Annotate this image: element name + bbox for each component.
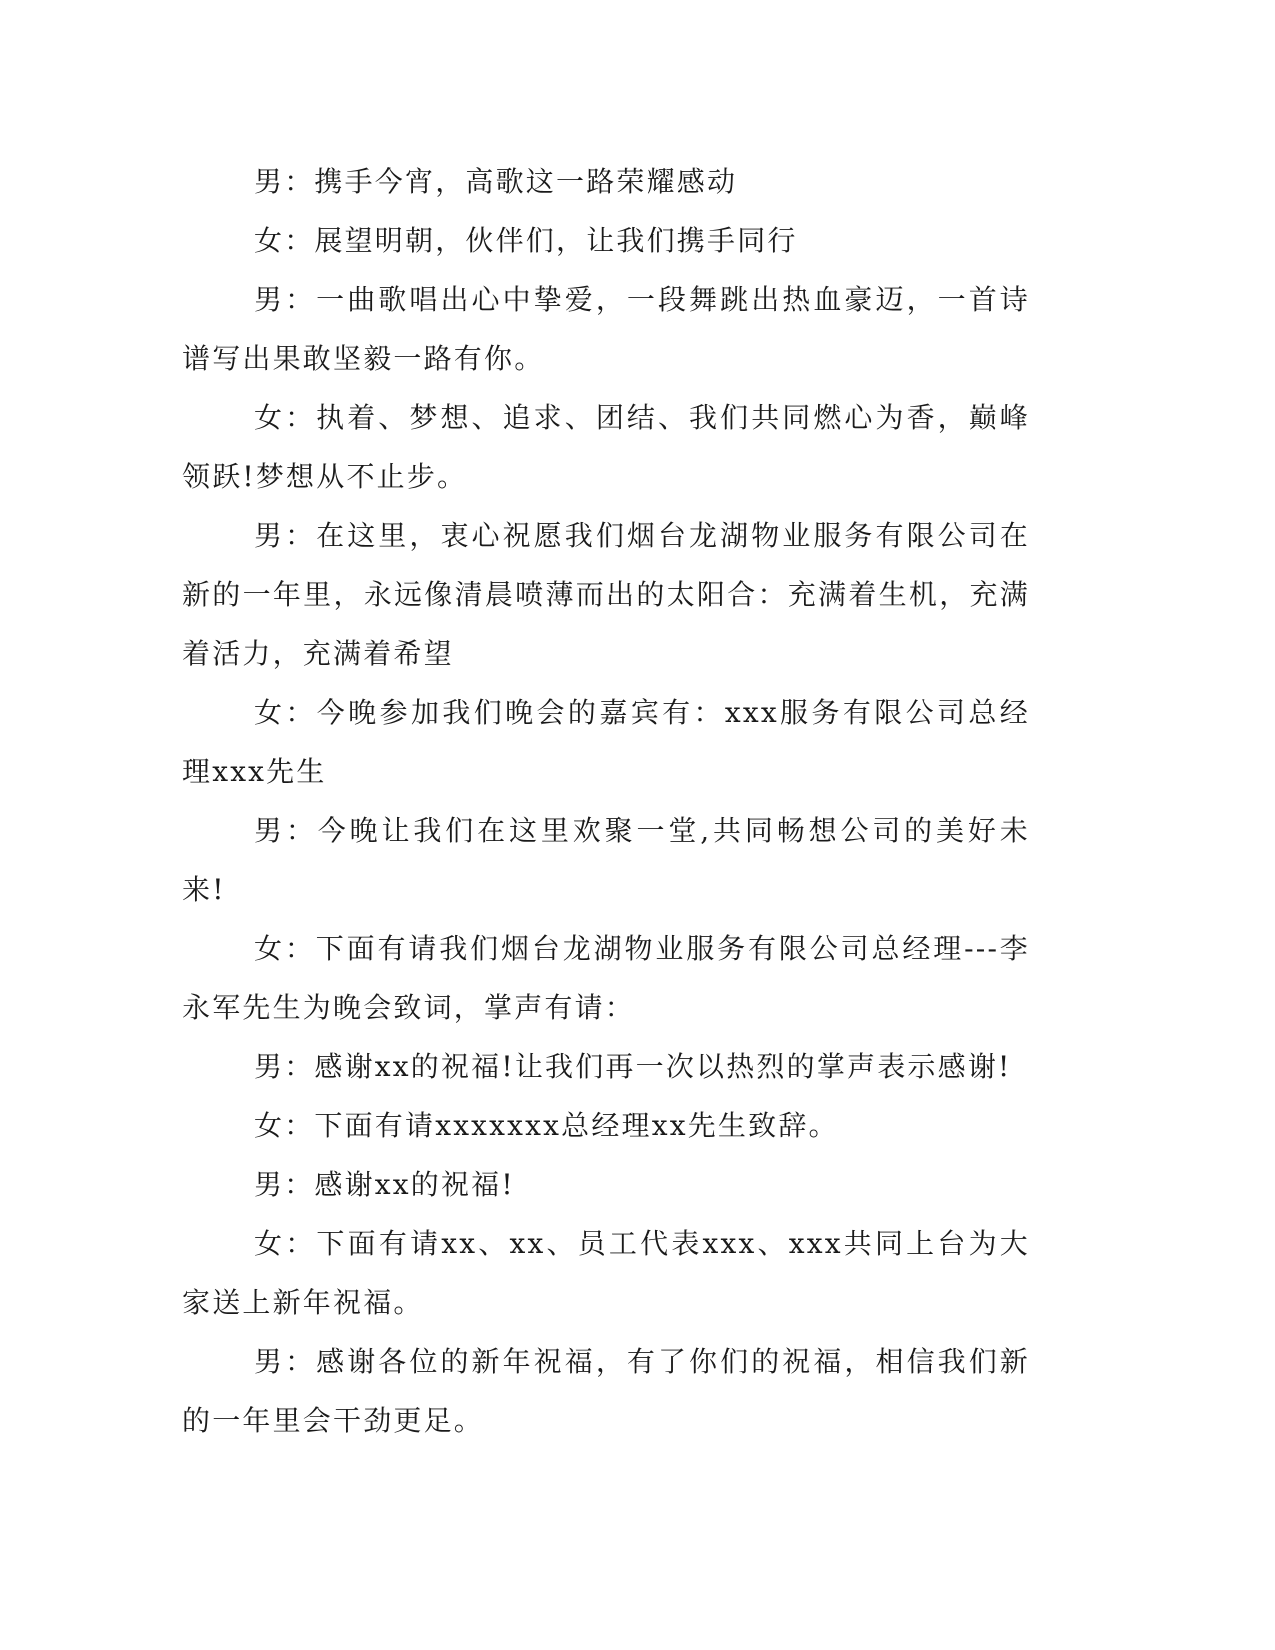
dialogue-paragraph: 女：展望明朝，伙伴们，让我们携手同行 — [254, 224, 798, 257]
dialogue-paragraph: 女：今晚参加我们晚会的嘉宾有：xxx服务有限公司总经理xxx先生 — [182, 696, 1030, 788]
dialogue-paragraph: 男：感谢xx的祝福!让我们再一次以热烈的掌声表示感谢! — [254, 1050, 1012, 1083]
dialogue-paragraph: 男：今晚让我们在这里欢聚一堂,共同畅想公司的美好未来! — [182, 814, 1030, 906]
dialogue-paragraph: 男：在这里，衷心祝愿我们烟台龙湖物业服务有限公司在新的一年里，永远像清晨喷薄而出的太阳合：充满着生机，充满着活力，充满着希望 — [182, 519, 1030, 670]
dialogue-paragraph: 女：下面有请xx、xx、员工代表xxx、xxx共同上台为大家送上新年祝福。 — [182, 1227, 1030, 1319]
dialogue-paragraph: 男：携手今宵，高歌这一路荣耀感动 — [254, 165, 738, 198]
dialogue-paragraph: 女：下面有请xxxxxxx总经理xx先生致辞。 — [254, 1109, 839, 1142]
dialogue-paragraph: 女：下面有请我们烟台龙湖物业服务有限公司总经理---李永军先生为晚会致词，掌声有请： — [182, 932, 1030, 1024]
dialogue-paragraph: 男：感谢xx的祝福! — [254, 1168, 515, 1201]
dialogue-paragraph: 男：一曲歌唱出心中挚爱，一段舞跳出热血豪迈，一首诗谱写出果敢坚毅一路有你。 — [182, 283, 1030, 375]
dialogue-paragraph: 女：执着、梦想、追求、团结、我们共同燃心为香，巅峰领跃!梦想从不止步。 — [182, 401, 1030, 493]
document-page — [182, 152, 1030, 1450]
dialogue-paragraph: 男：感谢各位的新年祝福，有了你们的祝福，相信我们新的一年里会干劲更足。 — [182, 1345, 1030, 1437]
